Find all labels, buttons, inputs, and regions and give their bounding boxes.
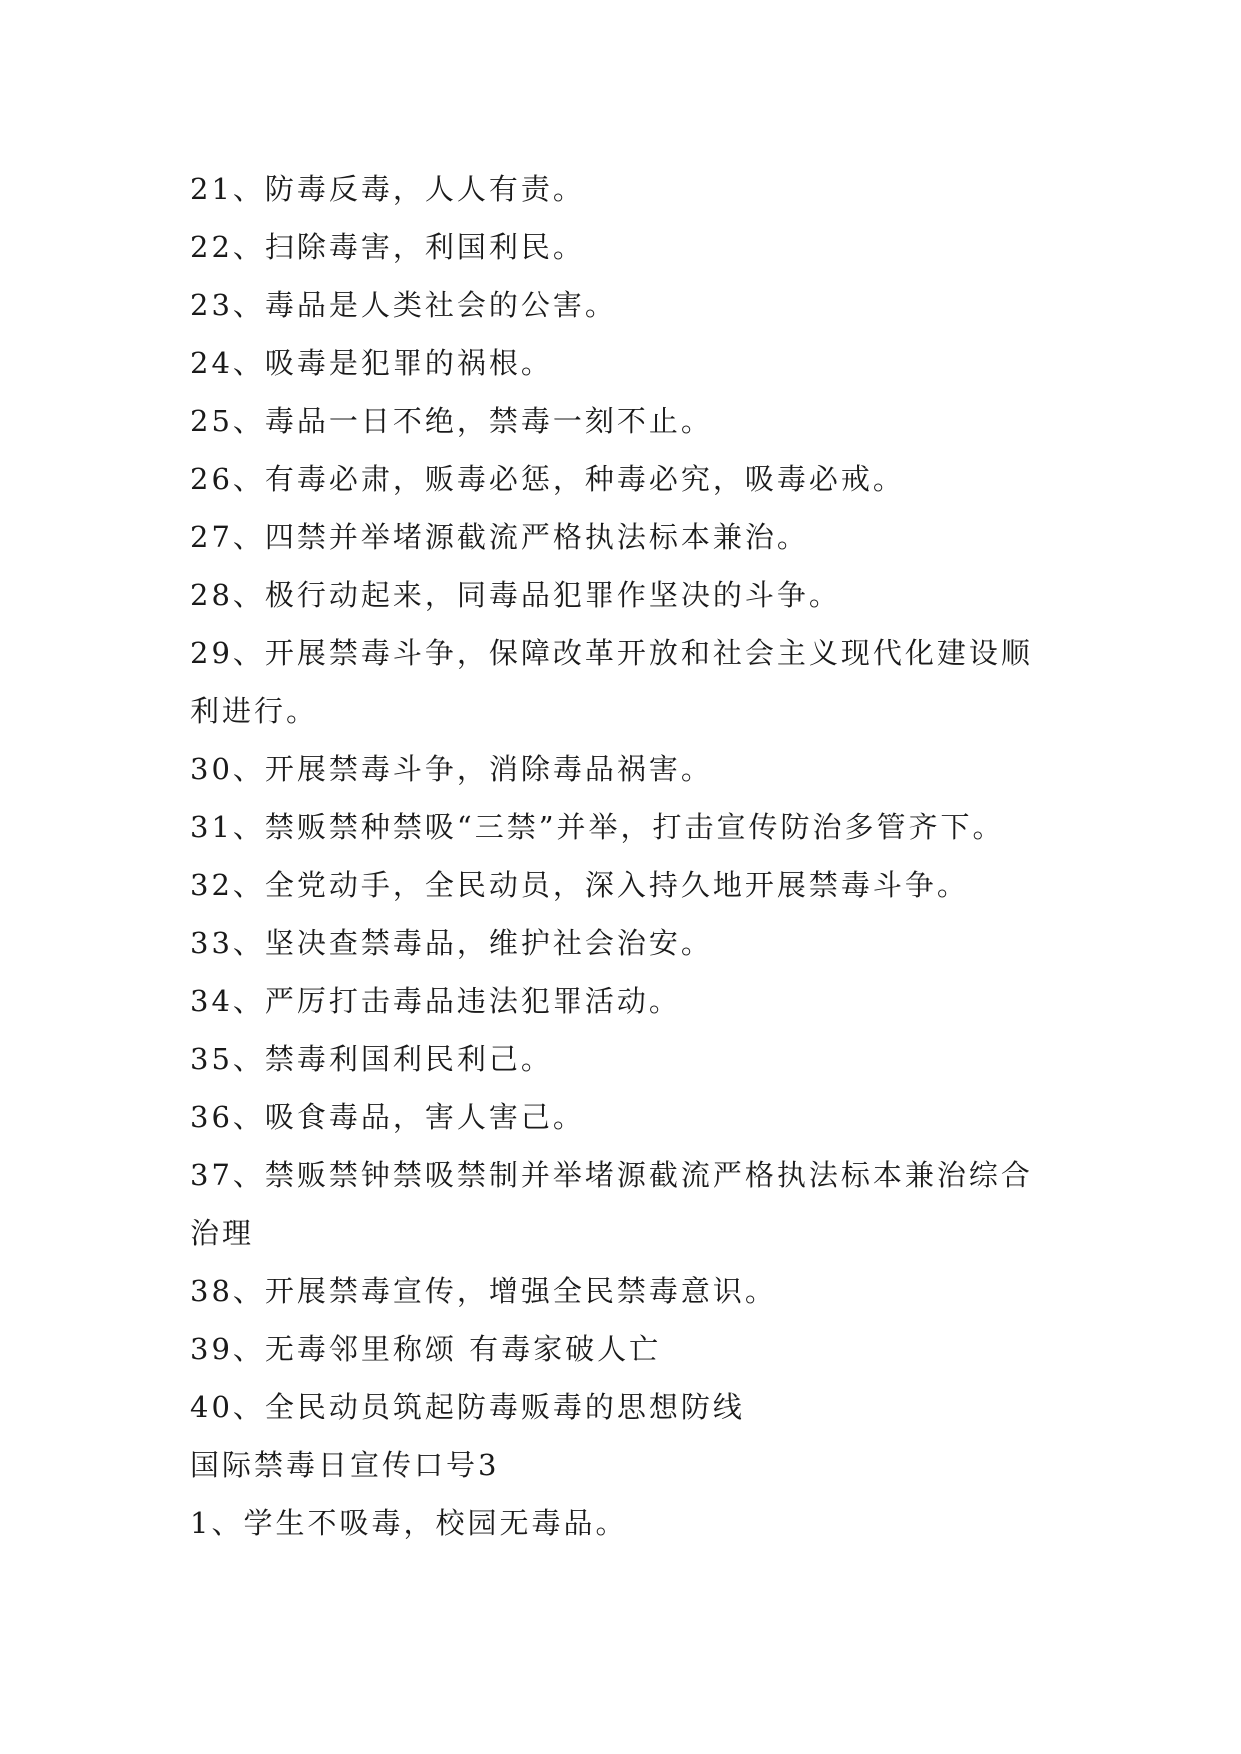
slogan-line-23: 23、毒品是人类社会的公害。 <box>190 288 617 322</box>
document-body <box>190 160 1090 1552</box>
slogan-line-27: 27、四禁并举堵源截流严格执法标本兼治。 <box>190 520 809 554</box>
slogan-line-22: 22、扫除毒害，利国利民。 <box>190 230 585 264</box>
slogan-line-39: 39、无毒邻里称颂 有毒家破人亡 <box>190 1332 662 1366</box>
slogan-line-31: 31、禁贩禁种禁吸“三禁”并举，打击宣传防治多管齐下。 <box>190 810 1005 844</box>
slogan-line-26: 26、有毒必肃，贩毒必惩，种毒必究，吸毒必戒。 <box>190 462 905 496</box>
slogan-line-33: 33、坚决查禁毒品，维护社会治安。 <box>190 926 713 960</box>
slogan-line-25: 25、毒品一日不绝，禁毒一刻不止。 <box>190 404 713 438</box>
slogan-line-34: 34、严厉打击毒品违法犯罪活动。 <box>190 984 681 1018</box>
slogan-line-32: 32、全党动手，全民动员，深入持久地开展禁毒斗争。 <box>190 868 969 902</box>
slogan-line-24: 24、吸毒是犯罪的祸根。 <box>190 346 553 380</box>
slogan-line-30: 30、开展禁毒斗争，消除毒品祸害。 <box>190 752 713 786</box>
slogan-line-21: 21、防毒反毒，人人有责。 <box>190 172 585 206</box>
slogan-line-40: 40、全民动员筑起防毒贩毒的思想防线 <box>190 1390 745 1424</box>
slogan-line-1: 1、学生不吸毒，校园无毒品。 <box>190 1506 628 1540</box>
section-heading: 国际禁毒日宣传口号3 <box>190 1448 500 1482</box>
slogan-line-29-continuation: 利进行。 <box>190 694 319 728</box>
slogan-line-38: 38、开展禁毒宣传，增强全民禁毒意识。 <box>190 1274 777 1308</box>
slogan-line-35: 35、禁毒利国利民利己。 <box>190 1042 553 1076</box>
slogan-line-29: 29、开展禁毒斗争，保障改革开放和社会主义现代化建设顺 <box>190 636 1033 670</box>
slogan-line-37-continuation: 治理 <box>190 1216 255 1250</box>
slogan-line-28: 28、极行动起来，同毒品犯罪作坚决的斗争。 <box>190 578 841 612</box>
slogan-line-36: 36、吸食毒品，害人害己。 <box>190 1100 585 1134</box>
slogan-line-37: 37、禁贩禁钟禁吸禁制并举堵源截流严格执法标本兼治综合 <box>190 1158 1033 1192</box>
